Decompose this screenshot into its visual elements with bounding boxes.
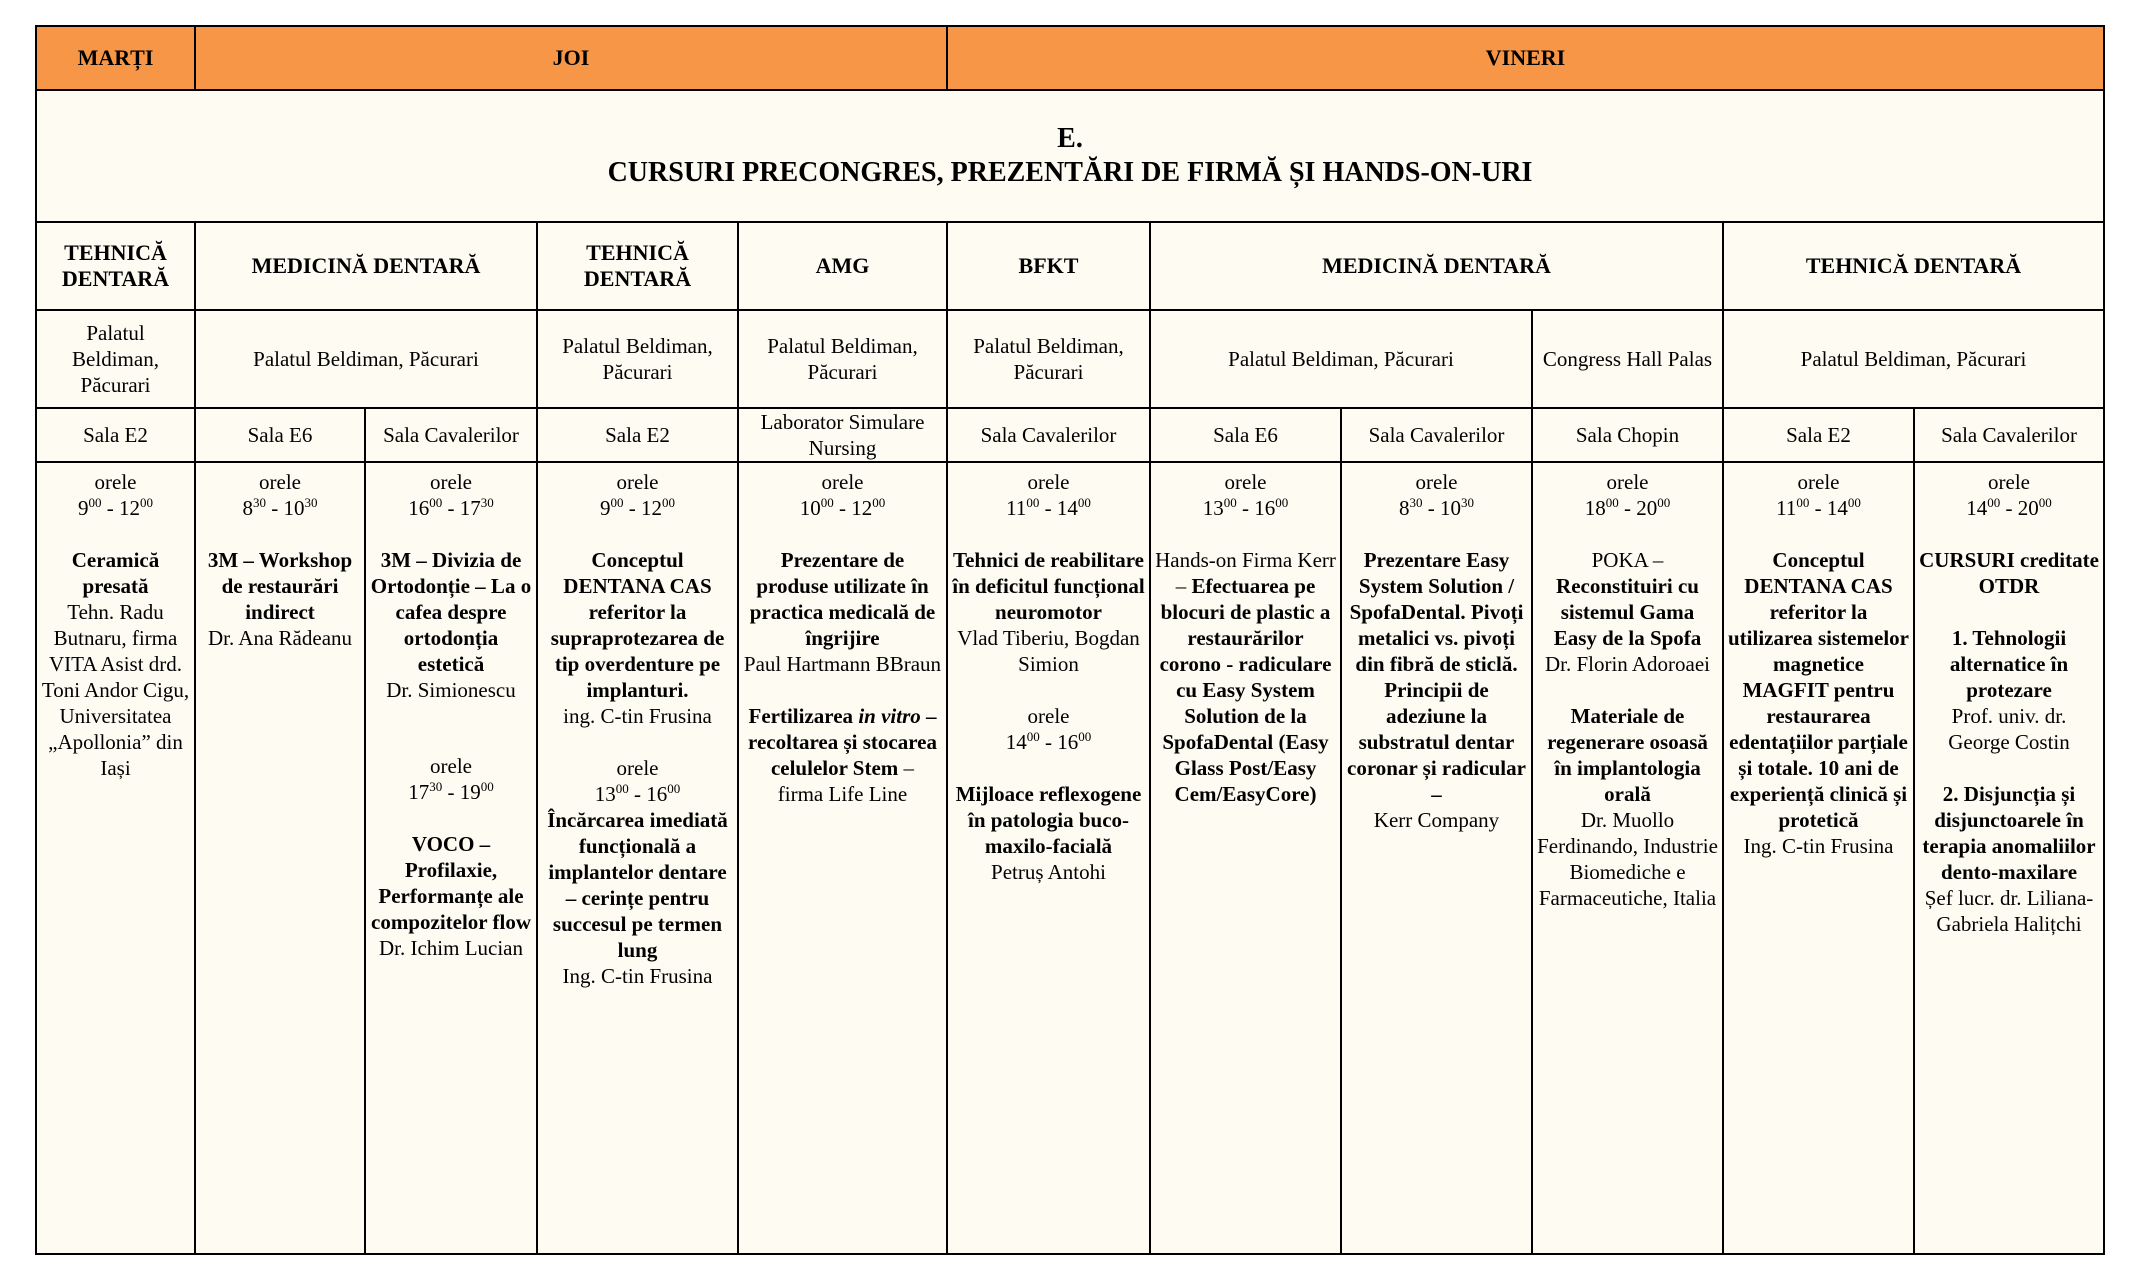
course-presenters: Șef lucr. dr. Liliana-Gabriela Halițchi: [1924, 886, 2094, 936]
room-11: Sala Cavalerilor: [1914, 408, 2104, 462]
course-presenters: Vlad Tiberiu, Bogdan Simion: [957, 626, 1140, 676]
venue-8: Palatul Beldiman, Păcurari: [1723, 310, 2104, 408]
room-6: Sala Cavalerilor: [947, 408, 1150, 462]
time-range: $14^{00} - 20^{00}$: [1966, 495, 2052, 520]
course-cell-5: [738, 462, 947, 1254]
time-label: orele: [616, 470, 659, 494]
time-label: orele: [1415, 470, 1458, 494]
course-title: Prezentare Easy System Solution / SpofaDental. Pivoți metalici vs. pivoți din fibră de sticlă. Principii de adeziune la substratul dentar coronar și radicular –: [1347, 548, 1526, 806]
section-bfkt: BFKT: [947, 222, 1150, 310]
course-presenters: Petruș Antohi: [991, 860, 1106, 884]
course-title: Hands-on Firma Kerr – Efectuarea pe blocuri de plastic a restaurărilor corono - radiculare cu Easy System Solution de la SpofaDental (Easy Glass Post/Easy Cem/EasyCore): [1155, 548, 1336, 806]
course-prefix: POKA –: [1591, 548, 1664, 572]
time-range: $14^{00} - 16^{00}$: [1005, 729, 1092, 754]
day-joi: JOI: [195, 26, 947, 90]
course-title: 1. Tehnologii alternatice în protezare: [1949, 626, 2069, 702]
course-presenters: firma Life Line: [777, 782, 908, 806]
course-presenters: Dr. Muollo Ferdinando, Industrie Biomediche e Farmaceutiche, Italia: [1537, 808, 1718, 910]
course-title: Ceramică presată: [71, 548, 160, 598]
time-label: orele: [616, 756, 659, 780]
time-range: $13^{00} - 16^{00}$: [594, 781, 681, 806]
time-range: $18^{00} - 20^{00}$: [1584, 495, 1671, 520]
section-medicina-dentara-1: MEDICINĂ DENTARĂ: [195, 222, 537, 310]
time-label: orele: [821, 470, 864, 494]
course-title: CURSURI creditate OTDR: [1919, 548, 2099, 598]
course-cell-9: [1532, 462, 1723, 1254]
room-8: Sala Cavalerilor: [1341, 408, 1532, 462]
section-amg: AMG: [738, 222, 947, 310]
section-tehnica-dentara-1: TEHNICĂ DENTARĂ: [36, 222, 195, 310]
time-label: orele: [1027, 470, 1070, 494]
course-cell-4: [537, 462, 738, 1254]
section-heading: CURSURI PRECONGRES, PREZENTĂRI DE FIRMĂ ȘI HANDS-ON-URI: [607, 157, 1533, 188]
venue-3: Palatul Beldiman, Păcurari: [537, 310, 738, 408]
rooms-row: [36, 408, 2104, 462]
venue-1: Palatul Beldiman, Păcurari: [36, 310, 195, 408]
course-title: Conceptul DENTANA CAS referitor la utilizarea sistemelor magnetice MAGFIT pentru restaurarea edentațiilor parțiale și totale. 10 ani de experiență clinică și protetică: [1728, 548, 1909, 832]
time-range: $11^{00} - 14^{00}$: [1776, 495, 1861, 520]
time-label: orele: [1988, 470, 2030, 494]
room-3: Sala Cavalerilor: [365, 408, 537, 462]
course-cell-11: [1914, 462, 2104, 1254]
section-tehnica-dentara-3: TEHNICĂ DENTARĂ: [1723, 222, 2104, 310]
room-1: Sala E2: [36, 408, 195, 462]
course-presenters: Dr. Ichim Lucian: [378, 936, 524, 960]
time-label: orele: [1606, 470, 1649, 494]
day-marti: MARȚI: [36, 26, 195, 90]
course-presenters: Dr. Florin Adoroaei: [1544, 652, 1711, 676]
course-cell-1: [36, 462, 195, 1254]
course-cell-8: [1341, 462, 1532, 1254]
time-range: $13^{00} - 16^{00}$: [1202, 495, 1289, 520]
course-presenters: Kerr Company: [1373, 808, 1500, 832]
time-label: orele: [259, 470, 301, 494]
course-presenters: Tehn. Radu Butnaru, firma VITA Asist drd. Toni Andor Cigu, Universitatea „Apollonia” din Iași: [41, 600, 190, 780]
time-label: orele: [430, 754, 472, 778]
section-tehnica-dentara-2: TEHNICĂ DENTARĂ: [537, 222, 738, 310]
venue-5: Palatul Beldiman, Păcurari: [947, 310, 1150, 408]
course-presenters: Ing. C-tin Frusina: [1743, 834, 1894, 858]
course-title: 3M – Divizia de Ortodonție – La o cafea despre ortodonția estetică: [370, 548, 532, 676]
section-medicina-dentara-2: MEDICINĂ DENTARĂ: [1150, 222, 1723, 310]
time-range: $11^{00} - 14^{00}$: [1006, 495, 1091, 520]
time-range: $10^{00} - 12^{00}$: [799, 495, 886, 520]
time-label: orele: [1797, 470, 1840, 494]
content-row: [36, 462, 2104, 1254]
course-cell-7: [1150, 462, 1341, 1254]
course-title: Materiale de regenerare osoasă în implantologia orală: [1547, 704, 1708, 806]
course-title: VOCO – Profilaxie, Performanțe ale compozitelor flow: [371, 832, 531, 934]
section-title: [36, 90, 2104, 222]
time-range: $8^{30} - 10^{30}$: [242, 495, 318, 520]
time-label: orele: [94, 470, 137, 494]
course-title: Prezentare de produse utilizate în practica medicală de îngrijire: [749, 548, 936, 650]
day-vineri: VINERI: [947, 26, 2104, 90]
venue-2: Palatul Beldiman, Păcurari: [195, 310, 537, 408]
room-10: Sala E2: [1723, 408, 1914, 462]
time-label: orele: [430, 470, 472, 494]
venues-row: [36, 310, 2104, 408]
course-title: Mijloace reflexogene în patologia buco-maxilo-facială: [955, 782, 1142, 858]
venue-7: Congress Hall Palas: [1532, 310, 1723, 408]
course-presenters: Ing. C-tin Frusina: [562, 964, 713, 988]
course-title: Tehnici de reabilitare în deficitul funcțional neuromotor: [952, 548, 1145, 624]
time-label: orele: [1027, 704, 1070, 728]
course-cell-2: [195, 462, 365, 1254]
time-range: $9^{00} - 12^{00}$: [600, 495, 675, 520]
course-presenters: Dr. Simionescu: [386, 678, 516, 702]
time-range: $8^{30} - 10^{30}$: [1399, 495, 1474, 520]
schedule-table: [35, 25, 2105, 1255]
time-label: orele: [1224, 470, 1267, 494]
room-9: Sala Chopin: [1532, 408, 1723, 462]
venue-6: Palatul Beldiman, Păcurari: [1150, 310, 1532, 408]
room-4: Sala E2: [537, 408, 738, 462]
course-presenters: ing. C-tin Frusina: [563, 704, 712, 728]
course-title: 2. Disjuncția și disjunctoarele în terapia anomaliilor dento-maxilare: [1922, 782, 2096, 884]
room-5: Laborator Simulare Nursing: [738, 408, 947, 462]
course-cell-6: [947, 462, 1150, 1254]
course-title: 3M – Workshop de restaurări indirect: [207, 548, 353, 624]
room-7: Sala E6: [1150, 408, 1341, 462]
time-range: $9^{00} - 12^{00}$: [78, 495, 153, 520]
title-row: [36, 90, 2104, 222]
course-presenters: Dr. Ana Rădeanu: [207, 626, 353, 650]
course-title: Încărcarea imediată funcțională a implantelor dentare – cerințe pentru succesul pe termen lung: [547, 808, 728, 962]
course-title: Fertilizarea in vitro – recoltarea și stocarea celulelor Stem –: [748, 704, 937, 780]
course-cell-10: [1723, 462, 1914, 1254]
sections-row: [36, 222, 2104, 310]
room-2: Sala E6: [195, 408, 365, 462]
course-cell-3: [365, 462, 537, 1254]
time-range: $17^{30} - 19^{00}$: [408, 779, 494, 804]
section-letter: E.: [1057, 123, 1083, 154]
time-range: $16^{00} - 17^{30}$: [408, 495, 494, 520]
course-presenters: Prof. univ. dr. George Costin: [1948, 704, 2070, 754]
course-presenters: Paul Hartmann BBraun: [743, 652, 942, 676]
course-title: Reconstituiri cu sistemul Gama Easy de la Spofa: [1553, 574, 1702, 650]
venue-4: Palatul Beldiman, Păcurari: [738, 310, 947, 408]
days-row: [36, 26, 2104, 90]
course-title: Conceptul DENTANA CAS referitor la supraprotezarea de tip overdenture pe implanturi.: [550, 548, 725, 702]
